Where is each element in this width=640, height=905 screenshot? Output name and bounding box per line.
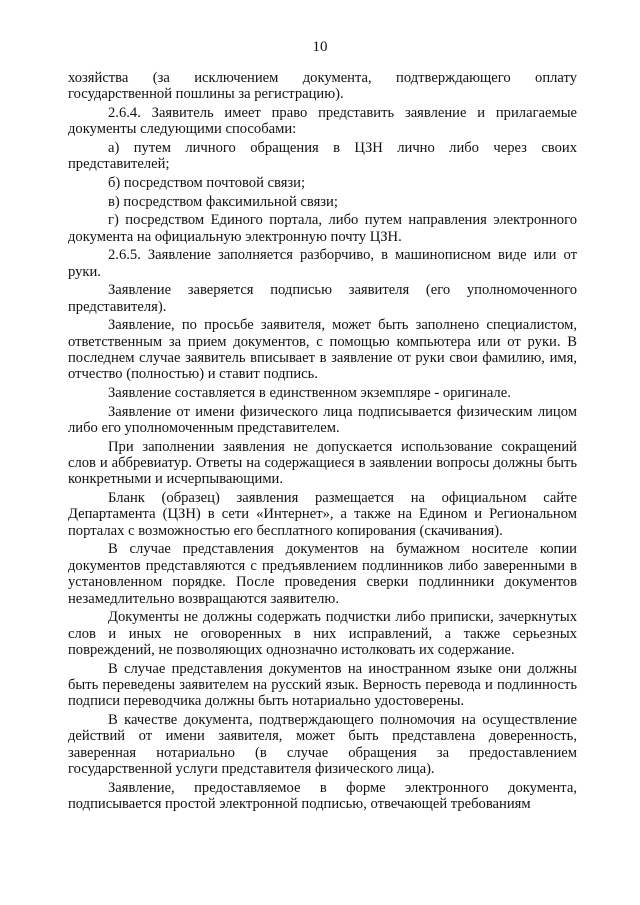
list-item-a: а) путем личного обращения в ЦЗН лично либо через своих представителей; [68, 140, 577, 173]
paragraph-no-corrections: Документы не должны содержать подчистки либо приписки, зачеркнутых слов и иных не оговоренных в них исправлений, а также серьезных повреждений, не позволяющих однозначно истолковать их содержание. [68, 609, 577, 659]
page-number: 10 [312, 39, 328, 55]
paragraph-filled-by-specialist: Заявление, по просьбе заявителя, может быть заполнено специалистом, ответственным за прием документов, с помощью компьютера или от руки. В последнем случае заявитель вписывает в заявление от руки свои фамилию, имя, отчество (полностью) и ставит подпись. [68, 317, 577, 383]
list-item-v: в) посредством факсимильной связи; [108, 193, 338, 210]
paragraph-foreign-language: В случае представления документов на иностранном языке они должны быть переведены заявителем на русский язык. Верность перевода и подлинность подписи переводчика должны быть нотариально удостоверены. [68, 660, 577, 710]
paragraph-power-of-attorney: В качестве документа, подтверждающего полномочия на осуществление действий от имени заявителя, может быть представлена доверенность, заверенная нотариально (в случае обращения за предоставлением государственной услуги представителя физического лица). [68, 712, 577, 778]
paragraph-2-6-4: 2.6.4. Заявитель имеет право представить заявление и прилагаемые документы следующими способами: [68, 105, 577, 138]
paragraph-signature: Заявление заверяется подписью заявителя (его уполномоченного представителя). [68, 282, 577, 315]
paragraph-single-copy: Заявление составляется в единственном экземпляре - оригинале. [108, 385, 511, 401]
paragraph-paper-copies: В случае представления документов на бумажном носителе копии документов представляются с предъявлением подлинников либо заверенными в установленном порядке. После проведения сверки подлинники документов незамедлительно возвращаются заявителю. [68, 541, 577, 607]
document-body [68, 70, 577, 815]
paragraph-form-sample: Бланк (образец) заявления размещается на официальном сайте Департамента (ЦЗН) в сети «Интернет», а также на Едином и Региональном порталах с возможностью его бесплатного копирования (скачивания). [68, 490, 577, 539]
list-item-g: г) посредством Единого портала, либо путем направления электронного документа на официальную электронную почту ЦЗН. [68, 212, 577, 245]
paragraph-no-abbreviations: При заполнении заявления не допускается использование сокращений слов и аббревиатур. Ответы на содержащиеся в заявлении вопросы должны быть конкретными и исчерпывающими. [68, 438, 577, 488]
paragraph-continuation: хозяйства (за исключением документа, подтверждающего оплату государственной пошлины за регистрацию). [68, 70, 577, 103]
list-item-b: б) посредством почтовой связи; [108, 175, 306, 191]
paragraph-electronic-signature: Заявление, предоставляемое в форме электронного документа, подписывается простой электронной подписью, отвечающей требованиям [68, 779, 577, 813]
paragraph-individual-signature: Заявление от имени физического лица подписывается физическим лицом либо его уполномоченным представителем. [68, 403, 577, 436]
paragraph-2-6-5: 2.6.5. Заявление заполняется разборчиво, в машинописном виде или от руки. [68, 247, 577, 280]
